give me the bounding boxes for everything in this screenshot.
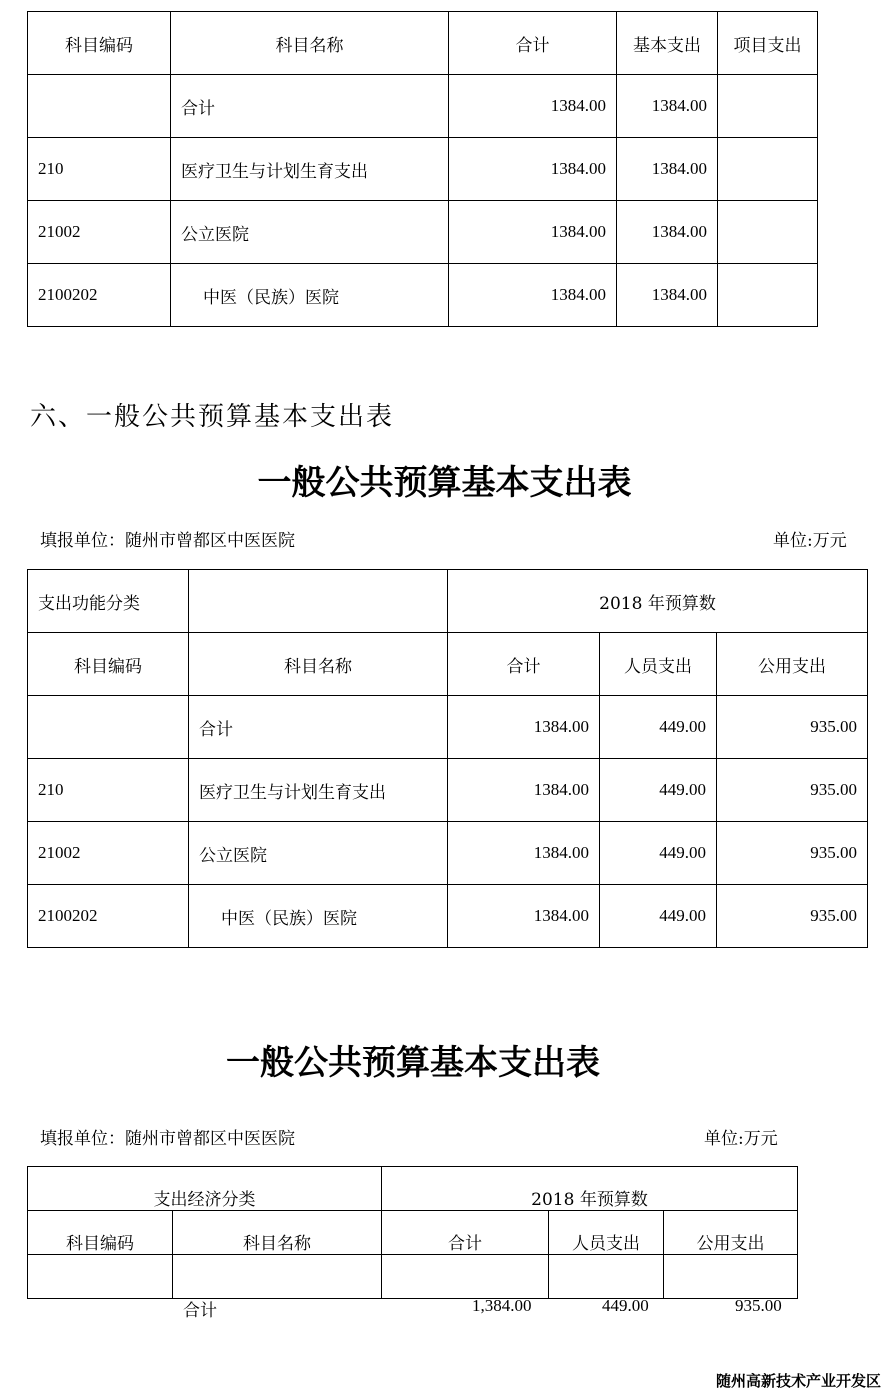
group-blank <box>189 570 448 633</box>
header-project: 项目支出 <box>718 12 818 75</box>
table3-personnel-value: 449.00 <box>602 1296 649 1315</box>
table3-title: 一般公共预算基本支出表 <box>226 1043 600 1083</box>
table-row <box>28 885 868 948</box>
header-total: 合计 <box>448 633 600 696</box>
table3-unit: 单位:万元 <box>704 1129 778 1149</box>
cell-name: 医疗卫生与计划生育支出 <box>171 138 449 201</box>
basic-expense-function-table <box>27 569 868 948</box>
cell-total: 1384.00 <box>448 759 600 822</box>
cell-basic: 1384.00 <box>617 138 718 201</box>
table2-filler: 填报单位：随州市曾都区中医医院 <box>40 531 295 551</box>
cell-code: 210 <box>28 138 171 201</box>
cell-code: 2100202 <box>28 264 171 327</box>
table-group-row <box>28 570 868 633</box>
cell-name: 中医（民族）医院 <box>171 264 449 327</box>
header-personnel: 人员支出 <box>549 1211 664 1255</box>
group-function: 支出功能分类 <box>28 570 189 633</box>
cell-total <box>382 1255 549 1299</box>
cell-personnel: 449.00 <box>600 822 717 885</box>
footer-watermark: 随州高新技术产业开发区 <box>715 1372 881 1390</box>
cell-total: 1384.00 <box>448 696 600 759</box>
cell-public: 935.00 <box>717 885 868 948</box>
cell-public <box>664 1255 798 1299</box>
cell-public: 935.00 <box>717 696 868 759</box>
table-row <box>28 1255 798 1299</box>
table-row <box>28 75 818 138</box>
cell-personnel: 449.00 <box>600 885 717 948</box>
cell-total: 1384.00 <box>449 264 617 327</box>
header-code: 科目编码 <box>28 633 189 696</box>
table-row <box>28 822 868 885</box>
table-header-row <box>28 1211 798 1255</box>
cell-code <box>28 1255 173 1299</box>
cell-code: 2100202 <box>28 885 189 948</box>
table-header-row <box>28 12 818 75</box>
header-name: 科目名称 <box>189 633 448 696</box>
cell-project <box>718 75 818 138</box>
cell-total: 1384.00 <box>449 201 617 264</box>
cell-personnel <box>549 1255 664 1299</box>
header-total: 合计 <box>449 12 617 75</box>
cell-basic: 1384.00 <box>617 75 718 138</box>
group-economic: 支出经济分类 <box>28 1167 382 1211</box>
group-budget-year: 2018 年预算数 <box>448 570 868 633</box>
cell-public: 935.00 <box>717 759 868 822</box>
cell-project <box>718 264 818 327</box>
cell-personnel: 449.00 <box>600 696 717 759</box>
cell-personnel: 449.00 <box>600 759 717 822</box>
cell-total: 1384.00 <box>449 75 617 138</box>
header-code: 科目编码 <box>28 12 171 75</box>
group-budget-year: 2018 年预算数 <box>382 1167 798 1211</box>
cell-code <box>28 696 189 759</box>
header-basic: 基本支出 <box>617 12 718 75</box>
cell-name: 公立医院 <box>189 822 448 885</box>
cell-public: 935.00 <box>717 822 868 885</box>
cell-project <box>718 138 818 201</box>
cell-code: 210 <box>28 759 189 822</box>
cell-total: 1384.00 <box>449 138 617 201</box>
header-public: 公用支出 <box>717 633 868 696</box>
cell-code: 21002 <box>28 201 171 264</box>
table2-title: 一般公共预算基本支出表 <box>257 463 632 503</box>
table-group-row <box>28 1167 798 1211</box>
header-name: 科目名称 <box>171 12 449 75</box>
cell-project <box>718 201 818 264</box>
table-row <box>28 696 868 759</box>
project-expense-table <box>27 11 818 327</box>
table3-total-label: 合计 <box>183 1301 217 1321</box>
header-code: 科目编码 <box>28 1211 173 1255</box>
table3-total-value: 1,384.00 <box>472 1296 532 1315</box>
cell-name: 合计 <box>189 696 448 759</box>
table3-public-value: 935.00 <box>735 1296 782 1315</box>
cell-basic: 1384.00 <box>617 201 718 264</box>
section-heading: 六、一般公共预算基本支出表 <box>30 402 395 432</box>
cell-total: 1384.00 <box>448 822 600 885</box>
header-total: 合计 <box>382 1211 549 1255</box>
table-row <box>28 201 818 264</box>
cell-name: 合计 <box>171 75 449 138</box>
table-row <box>28 759 868 822</box>
table-header-row <box>28 633 868 696</box>
basic-expense-economic-table <box>27 1166 798 1299</box>
table3-filler: 填报单位：随州市曾都区中医医院 <box>40 1129 295 1149</box>
cell-basic: 1384.00 <box>617 264 718 327</box>
cell-total: 1384.00 <box>448 885 600 948</box>
cell-name: 医疗卫生与计划生育支出 <box>189 759 448 822</box>
header-public: 公用支出 <box>664 1211 798 1255</box>
cell-code: 21002 <box>28 822 189 885</box>
table-row <box>28 264 818 327</box>
cell-name: 公立医院 <box>171 201 449 264</box>
table2-unit: 单位:万元 <box>773 531 847 551</box>
header-personnel: 人员支出 <box>600 633 717 696</box>
table-row <box>28 138 818 201</box>
cell-code <box>28 75 171 138</box>
cell-name: 中医（民族）医院 <box>189 885 448 948</box>
cell-name <box>173 1255 382 1299</box>
header-name: 科目名称 <box>173 1211 382 1255</box>
